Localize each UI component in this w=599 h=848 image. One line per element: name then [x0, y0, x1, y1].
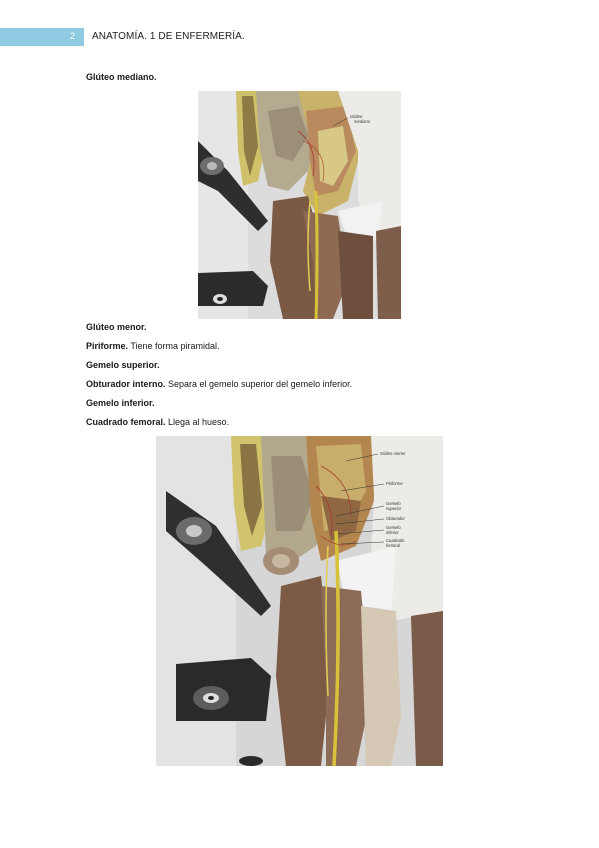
description: Llega al hueso. — [165, 417, 230, 427]
figure2-label: Obturador — [386, 516, 405, 521]
anatomy-photo-gluteo-mediano — [198, 91, 401, 319]
term: Piriforme. — [86, 341, 129, 351]
term: Gemelo inferior. — [86, 398, 155, 408]
term: Gemelo superior. — [86, 360, 160, 370]
figure2-label: superior — [386, 506, 402, 511]
term: Glúteo mediano. — [86, 72, 157, 82]
paragraph-piriforme — [86, 341, 220, 351]
paragraph-gluteo-menor — [86, 322, 147, 332]
figure2-label: Gemelo — [386, 525, 401, 530]
paragraph-cuadrado-femoral — [86, 417, 229, 427]
description: Tiene forma piramidal. — [128, 341, 220, 351]
figure2-label: inferior — [386, 530, 399, 535]
anatomy-photo-deep-gluteal — [156, 436, 443, 766]
term: Obturador interno. — [86, 379, 166, 389]
figure1-label: mediano — [354, 119, 371, 124]
paragraph-gemelo-inferior — [86, 398, 155, 408]
header-title: ANATOMÍA. 1 DE ENFERMERÍA. — [92, 31, 245, 42]
term: Glúteo menor. — [86, 322, 147, 332]
page-number: 2 — [70, 31, 76, 41]
term: Cuadrado femoral. — [86, 417, 166, 427]
figure2-label: Glúteo menor — [380, 451, 406, 456]
figure2-label: femoral — [386, 543, 400, 548]
figure1-label: Glúteo — [350, 114, 363, 119]
paragraph-gluteo-mediano — [86, 72, 157, 82]
paragraph-gemelo-superior — [86, 360, 160, 370]
description: Separa el gemelo superior del gemelo inferior. — [165, 379, 353, 389]
figure2-label: Cuadrado — [386, 538, 405, 543]
paragraph-obturador-interno — [86, 379, 352, 389]
figure2-label: Piriforme — [386, 481, 403, 486]
figure2-label: Gemelo — [386, 501, 401, 506]
